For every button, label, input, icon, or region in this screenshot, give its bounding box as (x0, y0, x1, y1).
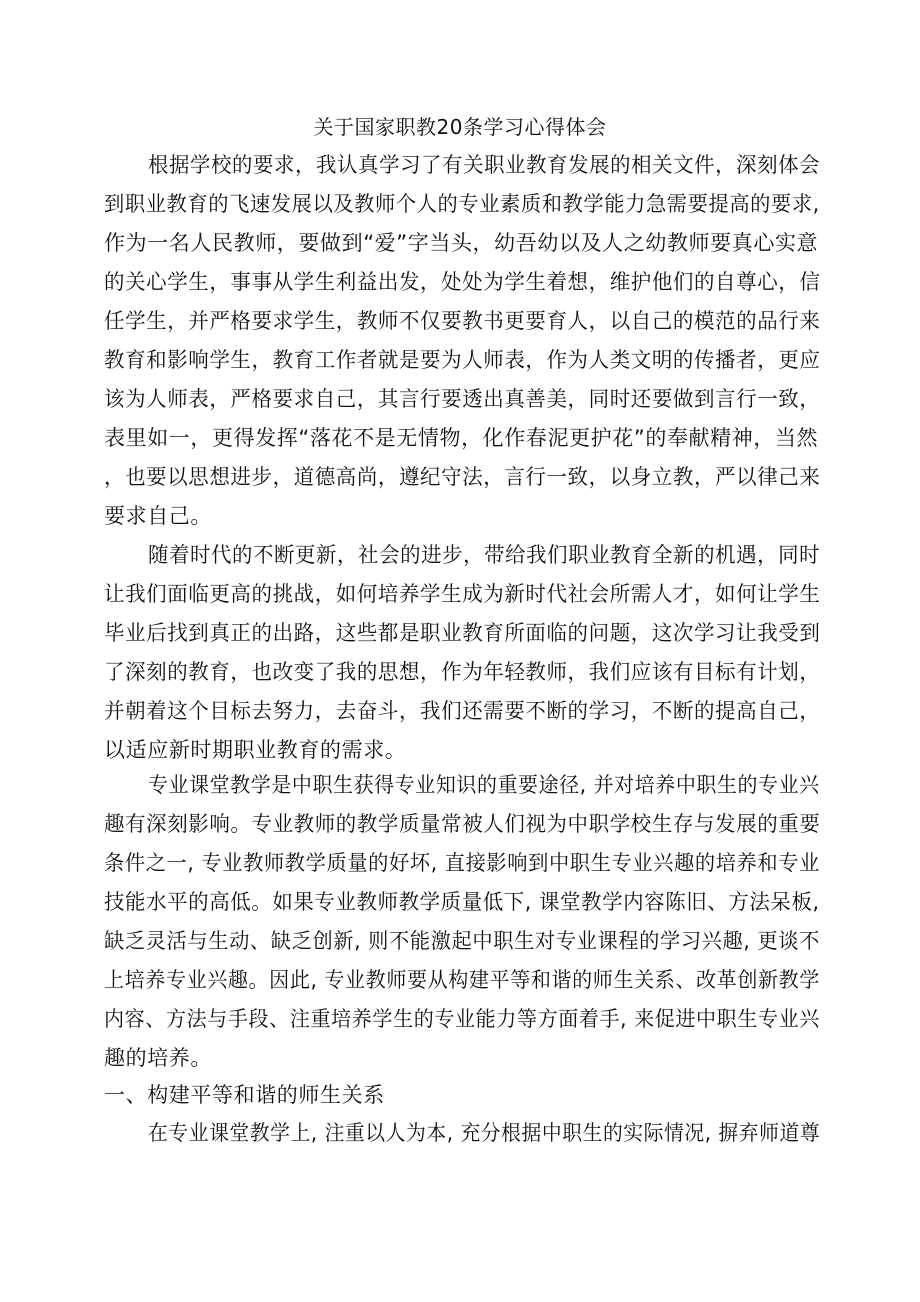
paragraph-3-line-8: 趣的培养。 (104, 1046, 212, 1070)
section-heading-1: 一、构建平等和谐的师生关系 (104, 1083, 385, 1107)
paragraph-1-line-3: 作为一名人民教师，要做到“爱”字当头，幼吾幼以及人之幼教师要真心实意 (104, 231, 819, 255)
paragraph-3-line-6: 上培养专业兴趣。因此, 专业教师要从构建平等和谐的师生关系、改革创新教学 (104, 968, 820, 992)
paragraph-3-line-4: 技能水平的高低。如果专业教师教学质量低下, 课堂教学内容陈旧、方法呆板, (104, 890, 820, 914)
paragraph-1-line-2: 到职业教育的飞速发展以及教师个人的专业素质和教学能力急需要提高的要求, (104, 192, 820, 216)
paragraph-3-line-2: 趣有深刻影响。专业教师的教学质量常被人们视为中职学校生存与发展的重要 (104, 812, 821, 836)
paragraph-2-line-5: 并朝着这个目标去努力，去奋斗，我们还需要不断的学习，不断的提高自己， (104, 699, 821, 723)
paragraph-3-line-1: 专业课堂教学是中职生获得专业知识的重要途径, 并对培养中职生的专业兴 (148, 773, 820, 797)
paragraph-1-line-5: 任学生，并严格要求学生，教师不仅要教书更要育人，以自己的模范的品行来 (104, 309, 821, 333)
paragraph-1-line-7: 该为人师表，严格要求自己，其言行要透出真善美，同时还要做到言行一致， (104, 387, 821, 411)
paragraph-3-line-3: 条件之一, 专业教师教学质量的好坏, 直接影响到中职生专业兴趣的培养和专业 (104, 851, 820, 875)
paragraph-4-line-1: 在专业课堂教学上, 注重以人为本, 充分根据中职生的实际情况, 摒弃师道尊 (148, 1121, 821, 1145)
paragraph-1-line-9: ，也要以思想进步，道德高尚，遵纪守法，言行一致，以身立教，严以律己来 (104, 465, 821, 489)
paragraph-1-line-4: 的关心学生，事事从学生利益出发，处处为学生着想，维护他们的自尊心，信 (104, 270, 821, 294)
paragraph-3-line-5: 缺乏灵活与生动、缺乏创新, 则不能激起中职生对专业课程的学习兴趣, 更谈不 (104, 929, 820, 953)
paragraph-1-line-10: 要求自己。 (104, 504, 212, 528)
paragraph-1-line-6: 教育和影响学生，教育工作者就是要为人师表，作为人类文明的传播者，更应 (104, 348, 821, 372)
paragraph-1-line-8: 表里如一，更得发挥“落花不是无情物，化作春泥更护花”的奉献精神，当然 (104, 426, 819, 450)
paragraph-2-line-2: 让我们面临更高的挑战，如何培养学生成为新时代社会所需人才，如何让学生 (104, 582, 821, 606)
document-title: 关于国家职教20条学习心得体会 (313, 115, 607, 139)
paragraph-2-line-4: 了深刻的教育，也改变了我的思想，作为年轻教师，我们应该有目标有计划， (104, 660, 821, 684)
paragraph-1-line-1: 根据学校的要求，我认真学习了有关职业教育发展的相关文件，深刻体会 (148, 153, 821, 177)
paragraph-2-line-6: 以适应新时期职业教育的需求。 (104, 738, 407, 762)
paragraph-2-line-1: 随着时代的不断更新，社会的进步，带给我们职业教育全新的机遇，同时 (148, 543, 821, 567)
paragraph-2-line-3: 毕业后找到真正的出路，这些都是职业教育所面临的问题，这次学习让我受到 (104, 621, 821, 645)
paragraph-3-line-7: 内容、方法与手段、注重培养学生的专业能力等方面着手, 来促进中职生专业兴 (104, 1007, 820, 1031)
